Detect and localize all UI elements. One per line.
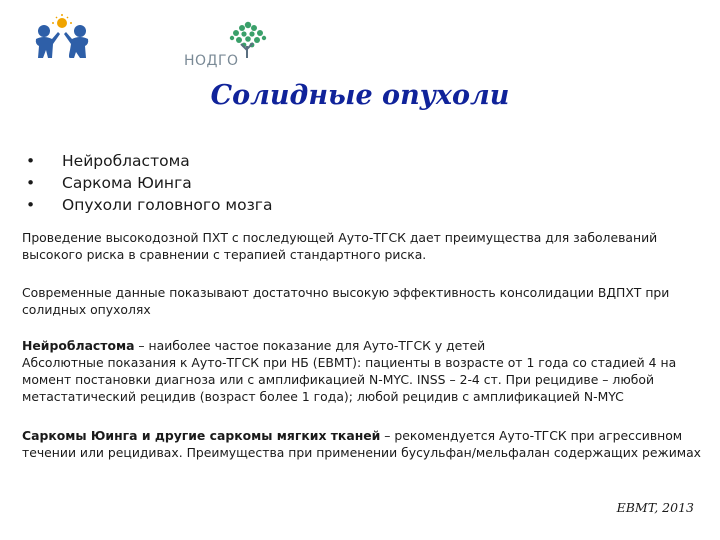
bullet-text: Опухоли головного мозга: [62, 196, 273, 214]
neuroblastoma-indications: Абсолютные показания к Ауто-ТГСК при НБ (EBMT): пациенты в возрасте от 1 года со стадией 4 на момент постановки диагноза или с амплификацией N-MYC. INSS – 2-4 ст. При рецидиве – любой метастатический рецидив (возраст более 1 года); любой рецидив с амплификацией N-MYC: [22, 355, 677, 404]
bullet-item: [24, 172, 272, 194]
bullet-dot: •: [26, 174, 36, 192]
neuroblastoma-heading: Нейробластома: [22, 338, 135, 353]
bullet-dot: •: [26, 152, 36, 170]
paragraph-ewing-sarcoma: [22, 427, 706, 461]
nodgo-logo: [184, 18, 276, 76]
ewing-heading: Саркомы Юинга и другие саркомы мягких тканей: [22, 428, 381, 443]
paragraph-neuroblastoma: [22, 337, 706, 405]
kids-logo-icon: [30, 14, 94, 70]
neuroblastoma-line1: – наиболее частое показание для Ауто-ТГСК у детей: [134, 338, 486, 353]
bullet-list: [24, 150, 272, 216]
source-citation: EBMT, 2013: [616, 500, 694, 515]
paragraph-hdct-benefit: Проведение высокодозной ПХТ с последующей Ауто-ТГСК дает преимущества для заболеваний высокого риска в сравнении с терапией стандартного риска.: [22, 230, 658, 262]
slide-title: Солидные опухоли: [210, 80, 510, 111]
bullet-dot: •: [26, 196, 36, 214]
nodgo-logo-text: НОДГО: [184, 53, 239, 69]
bullet-item: [24, 194, 272, 216]
ewing-text: – рекомендуется Ауто-ТГСК при агрессивном течении или рецидивах. Преимущества при применении бусульфан/мельфалан содержащих режимах: [22, 428, 702, 460]
bullet-text: Саркома Юинга: [62, 174, 192, 192]
bullet-item: [24, 150, 272, 172]
bullet-text: Нейробластома: [62, 152, 190, 170]
paragraph-efficacy: Современные данные показывают достаточно высокую эффективность консолидации ВДПХТ при солидных опухолях: [22, 285, 670, 317]
